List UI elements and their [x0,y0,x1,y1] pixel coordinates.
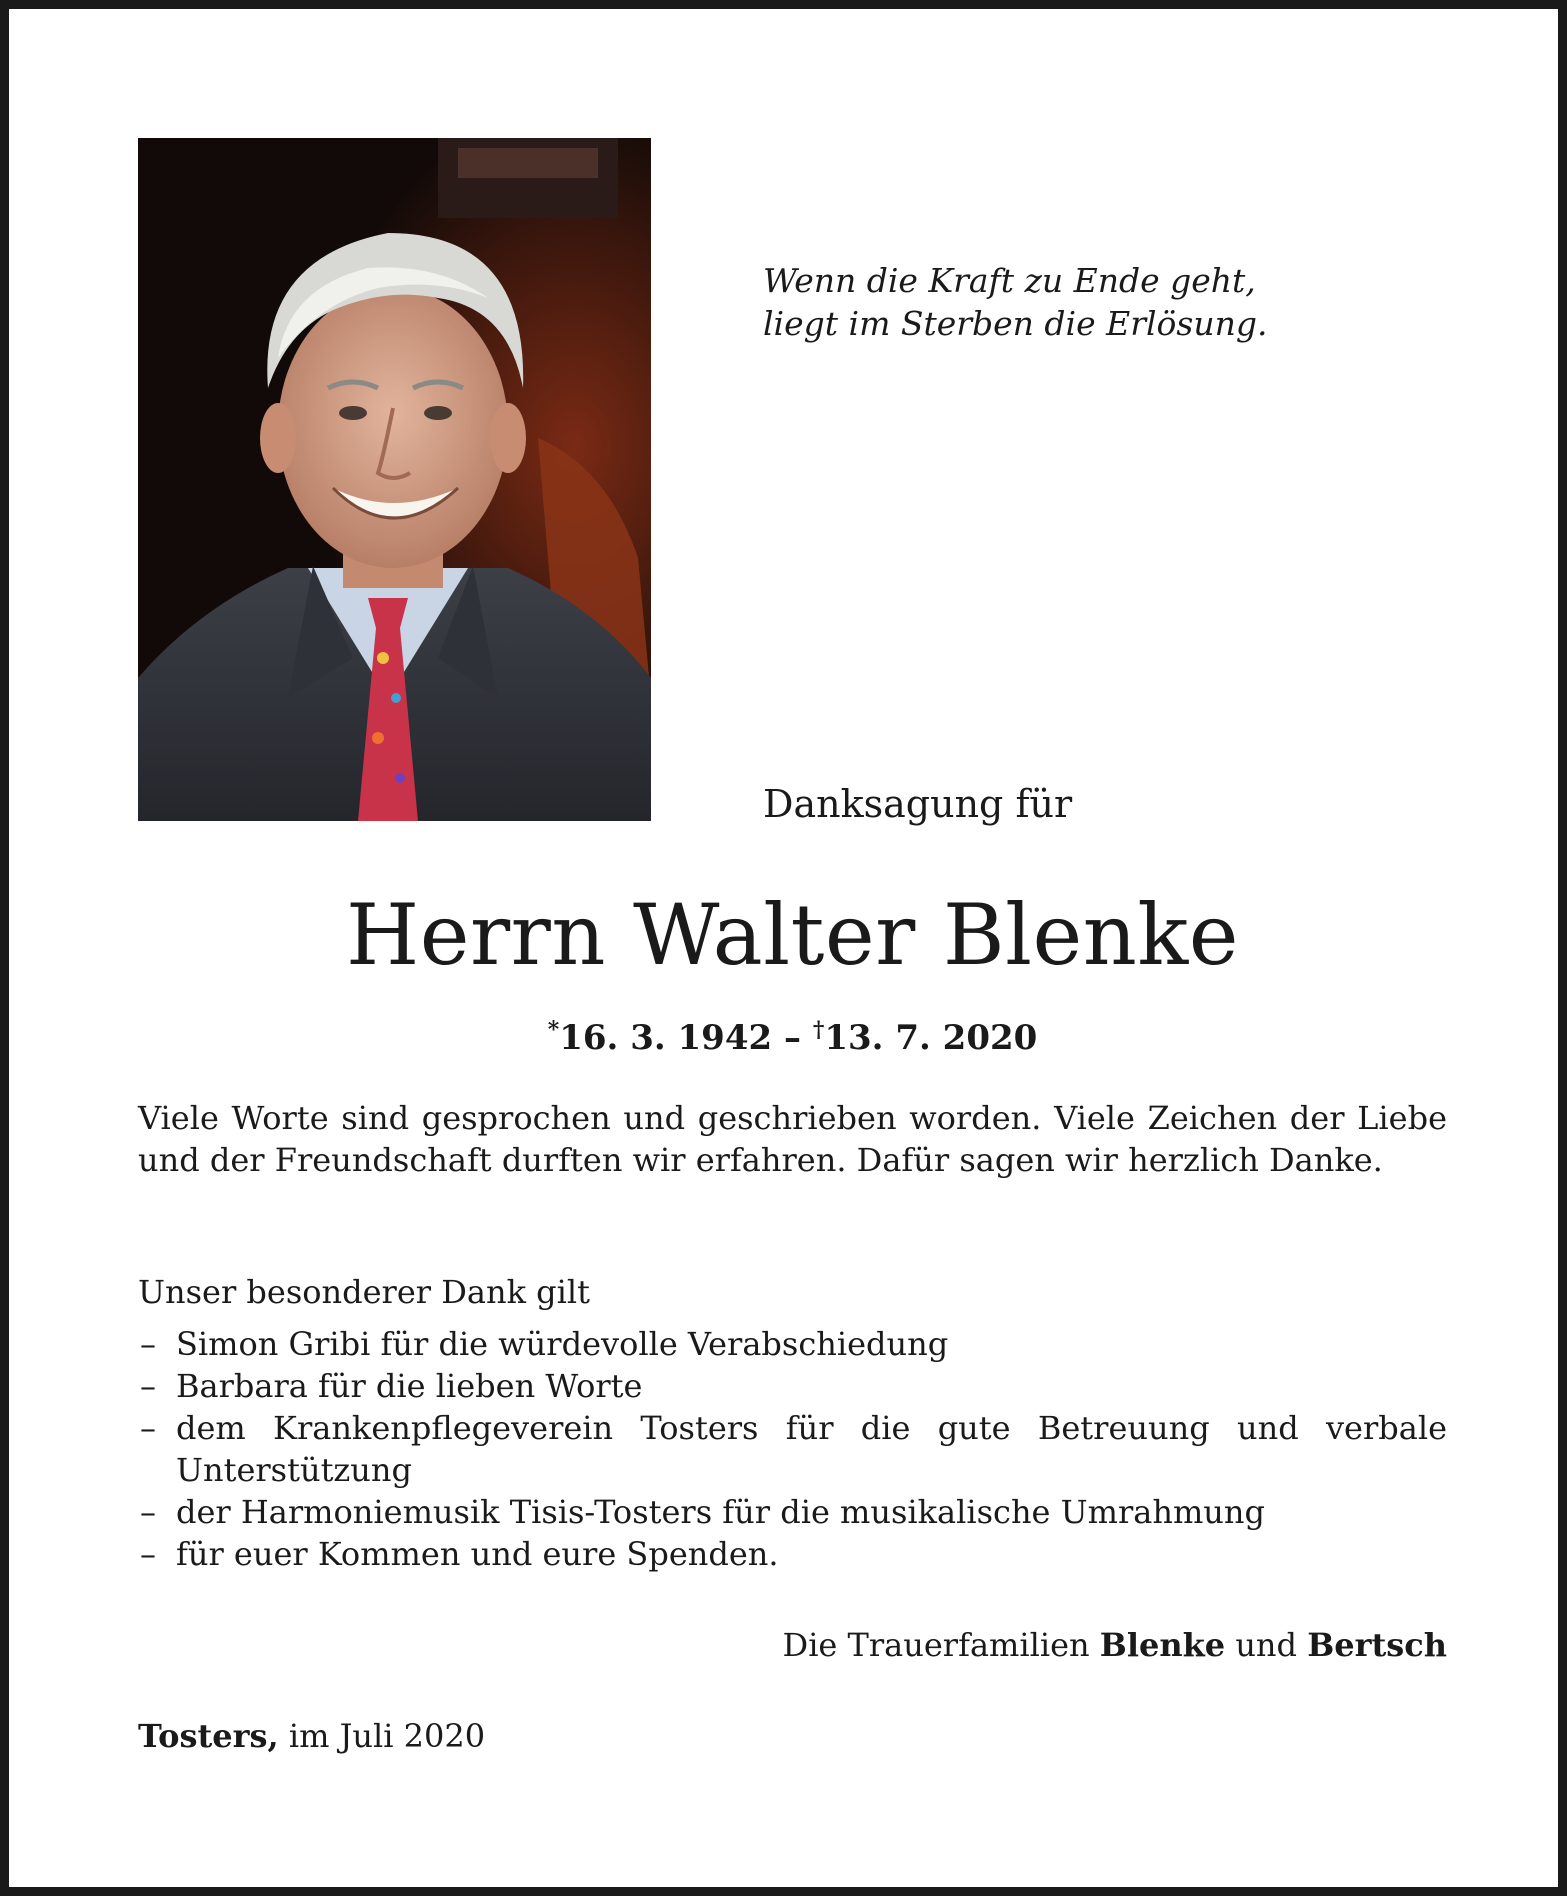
list-item: – Simon Gribi für die würdevolle Verabschiedung [140,1325,949,1363]
thanks-for-label: Danksagung für [763,782,1073,826]
deceased-name: Herrn Walter Blenke [346,886,1239,984]
birth-symbol: * [547,1017,560,1043]
list-item: – Barbara für die lieben Worte [140,1367,643,1405]
place: Tosters, [138,1717,279,1755]
list-item: – dem Krankenpflegeverein Tosters für die gute Betreuung und verbale Unterstützung [140,1409,1447,1489]
family-signature [138,1624,1447,1666]
list-dash: – [140,1367,156,1405]
family-name-2: Bertsch [1307,1626,1447,1664]
thanks-paragraph: Viele Worte sind gesprochen und geschrieben worden. Viele Zeichen der Liebe und der Freundschaft durften wir erfahren. Dafür sagen wir herzlich Danke. [138,1099,1447,1179]
death-date: 13. 7. 2020 [824,1018,1038,1058]
special-thanks-intro: Unser besonderer Dank gilt [138,1273,590,1311]
motto-quote [763,259,1383,345]
list-item: – für euer Kommen und eure Spenden. [140,1535,779,1573]
list-dash: – [140,1409,156,1447]
date-separator: – [772,1018,813,1058]
birth-date: 16. 3. 1942 [559,1018,773,1058]
family-name-1: Blenke [1099,1626,1226,1664]
motto-line-2: liegt im Sterben die Erlösung. [763,304,1268,343]
portrait-photo [138,138,651,821]
signature-prefix: Die Trauerfamilien [782,1626,1100,1664]
death-symbol: † [812,1017,825,1043]
life-dates [138,1005,1447,1063]
list-dash: – [140,1493,156,1531]
date: im Juli 2020 [278,1717,486,1755]
list-dash: – [140,1535,156,1573]
list-item: – der Harmoniemusik Tisis-Tosters für die musikalische Umrahmung [140,1493,1265,1531]
place-and-date [138,1715,485,1757]
list-dash: – [140,1325,156,1363]
motto-line-1: Wenn die Kraft zu Ende geht, [763,261,1256,300]
thanks-list [138,1323,1447,1575]
signature-middle: und [1225,1626,1308,1664]
